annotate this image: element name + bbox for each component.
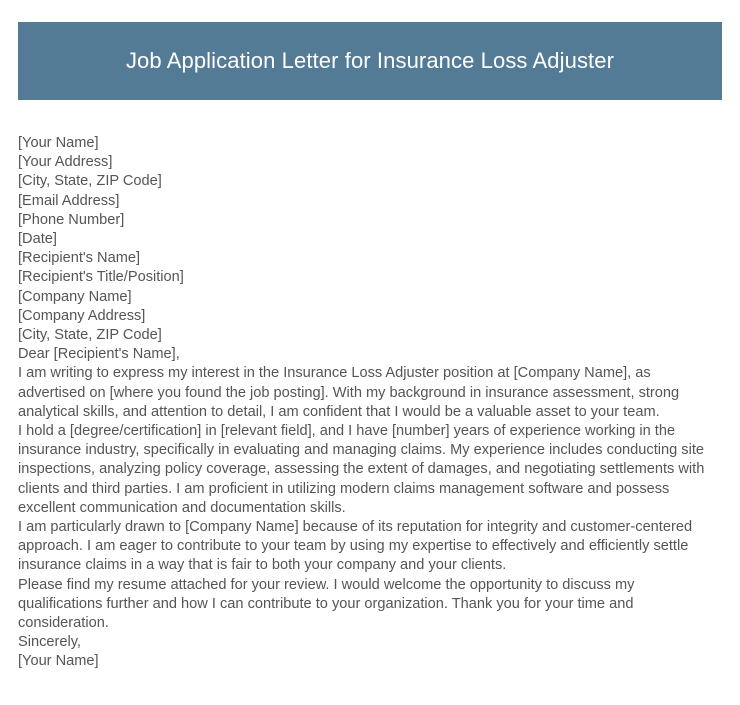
recipient-line: [Company Name] [18,288,132,305]
closing-salutation: Sincerely, [18,634,81,651]
salutation: Dear [Recipient's Name], [18,346,180,363]
page-title: Job Application Letter for Insurance Loss Adjuster [125,48,615,73]
body-paragraph-4: Please find my resume attached for your review. I would welcome the opportunity to discuss my qualifications further and how I can contribute to your organization. Thank you for your time and consideration. [18,576,635,632]
signature-line: [Your Name] [18,653,99,670]
sender-line: [Date] [18,231,57,248]
body-paragraph-3: I am particularly drawn to [Company Name] because of its reputation for integrity and customer-centered approach. I am eager to contribute to your team by using my expertise to effectively and efficiently settle insurance claims in a way that is fair to both your company and your clients. [18,519,693,574]
body-paragraph-2: I hold a [degree/certification] in [relevant field], and I have [number] years of experience working in the insurance industry, specifically in evaluating and managing claims. My experience includes conducting site inspections, analyzing policy coverage, assessing the extent of damages, and negotiating settlements with clients and third parties. I am proficient in utilizing modern claims management software and possess excellent communication and documentation skills. [18,423,705,516]
letter-body [18,134,722,672]
sender-line: [Your Address] [18,154,113,171]
recipient-line: [Company Address] [18,307,146,324]
recipient-line: [Recipient's Name] [18,250,141,267]
sender-line: [City, State, ZIP Code] [18,173,162,190]
sender-line: [Phone Number] [18,211,125,228]
recipient-line: [Recipient's Title/Position] [18,269,184,286]
recipient-address-block [18,249,722,345]
sender-line: [Your Name] [18,135,99,151]
document-header-banner [18,22,722,100]
sender-line: [Email Address] [18,192,120,209]
recipient-line: [City, State, ZIP Code] [18,327,162,344]
body-paragraph-1: I am writing to express my interest in the Insurance Loss Adjuster position at [Company Name], as advertised on [where you found the job posting]. With my background in insurance assessment, strong analytical skills, and attention to detail, I am confident that I would be a valuable asset to your team. [18,365,680,420]
sender-address-block [18,134,722,249]
